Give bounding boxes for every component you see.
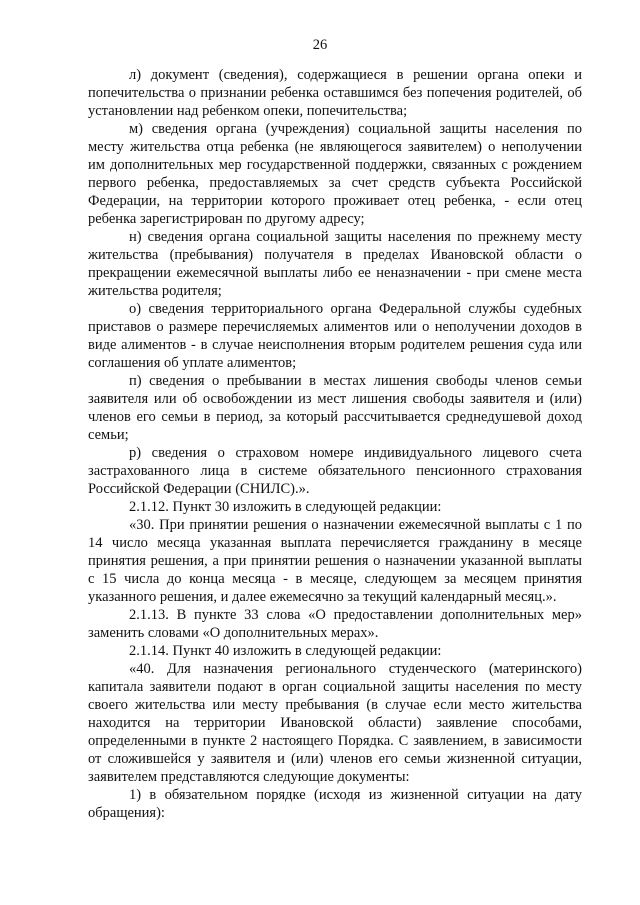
page-number: 26 <box>312 37 328 53</box>
document-body <box>88 66 582 822</box>
paragraph-o: о) сведения территориального органа Федеральной службы судебных приставов о размере перечисляемых алиментов или о неполучении доходов в виде алиментов - в случае неисполнения вторым родителем решения суда или соглашения об уплате алиментов; <box>88 301 582 371</box>
paragraph-p: п) сведения о пребывании в местах лишения свободы членов семьи заявителя или об освобождении из мест лишения свободы заявителя и (или) членов его семьи в период, за который рассчитывается среднедушевой доход семьи; <box>88 373 582 443</box>
paragraph-2-1-12: 2.1.12. Пункт 30 изложить в следующей редакции: <box>129 499 442 515</box>
paragraph-r: р) сведения о страховом номере индивидуального лицевого счета застрахованного лица в системе обязательного пенсионного страхования Российской Федерации (СНИЛС).». <box>88 445 582 497</box>
paragraph-item-1: 1) в обязательном порядке (исходя из жизненной ситуации на дату обращения): <box>88 787 582 821</box>
paragraph-clause-30: «30. При принятии решения о назначении ежемесячной выплаты с 1 по 14 число месяца указанная выплата перечисляется гражданину в месяце принятия решения, а при принятии решения о назначении указанной выплаты с 15 числа до конца месяца - в месяце, следующем за месяцем принятия указанного решения, и далее ежемесячно за текущий календарный месяц.». <box>88 517 582 605</box>
paragraph-clause-40: «40. Для назначения регионального студенческого (материнского) капитала заявители подают в орган социальной защиты населения по месту своего жительства или месту пребывания (в случае если место жительства находится на территории Ивановской области) заявление способами, определенными в пункте 2 настоящего Порядка. С заявлением, в зависимости от сложившейся у заявителя и (или) членов его семьи жизненной ситуации, заявителем представляются следующие документы: <box>88 661 582 785</box>
paragraph-2-1-14: 2.1.14. Пункт 40 изложить в следующей редакции: <box>129 643 442 659</box>
paragraph-2-1-13: 2.1.13. В пункте 33 слова «О предоставлении дополнительных мер» заменить словами «О дополнительных мерах». <box>88 607 582 641</box>
paragraph-n: н) сведения органа социальной защиты населения по прежнему месту жительства (пребывания) получателя в пределах Ивановской области о прекращении ежемесячной выплаты либо ее неназначении - при смене места жительства родителя; <box>88 229 582 299</box>
paragraph-l: л) документ (сведения), содержащиеся в решении органа опеки и попечительства о признании ребенка оставшимся без попечения родителей, об установлении над ребенком опеки, попечительства; <box>88 67 582 119</box>
paragraph-m: м) сведения органа (учреждения) социальной защиты населения по месту жительства отца ребенка (не являющегося заявителем) о неполучении им дополнительных мер государственной поддержки, связанных с рождением первого ребенка, предоставляемых за счет средств субъекта Российской Федерации, на территории которого проживает отец ребенка, - если отец ребенка зарегистрирован по другому адресу; <box>88 121 582 227</box>
